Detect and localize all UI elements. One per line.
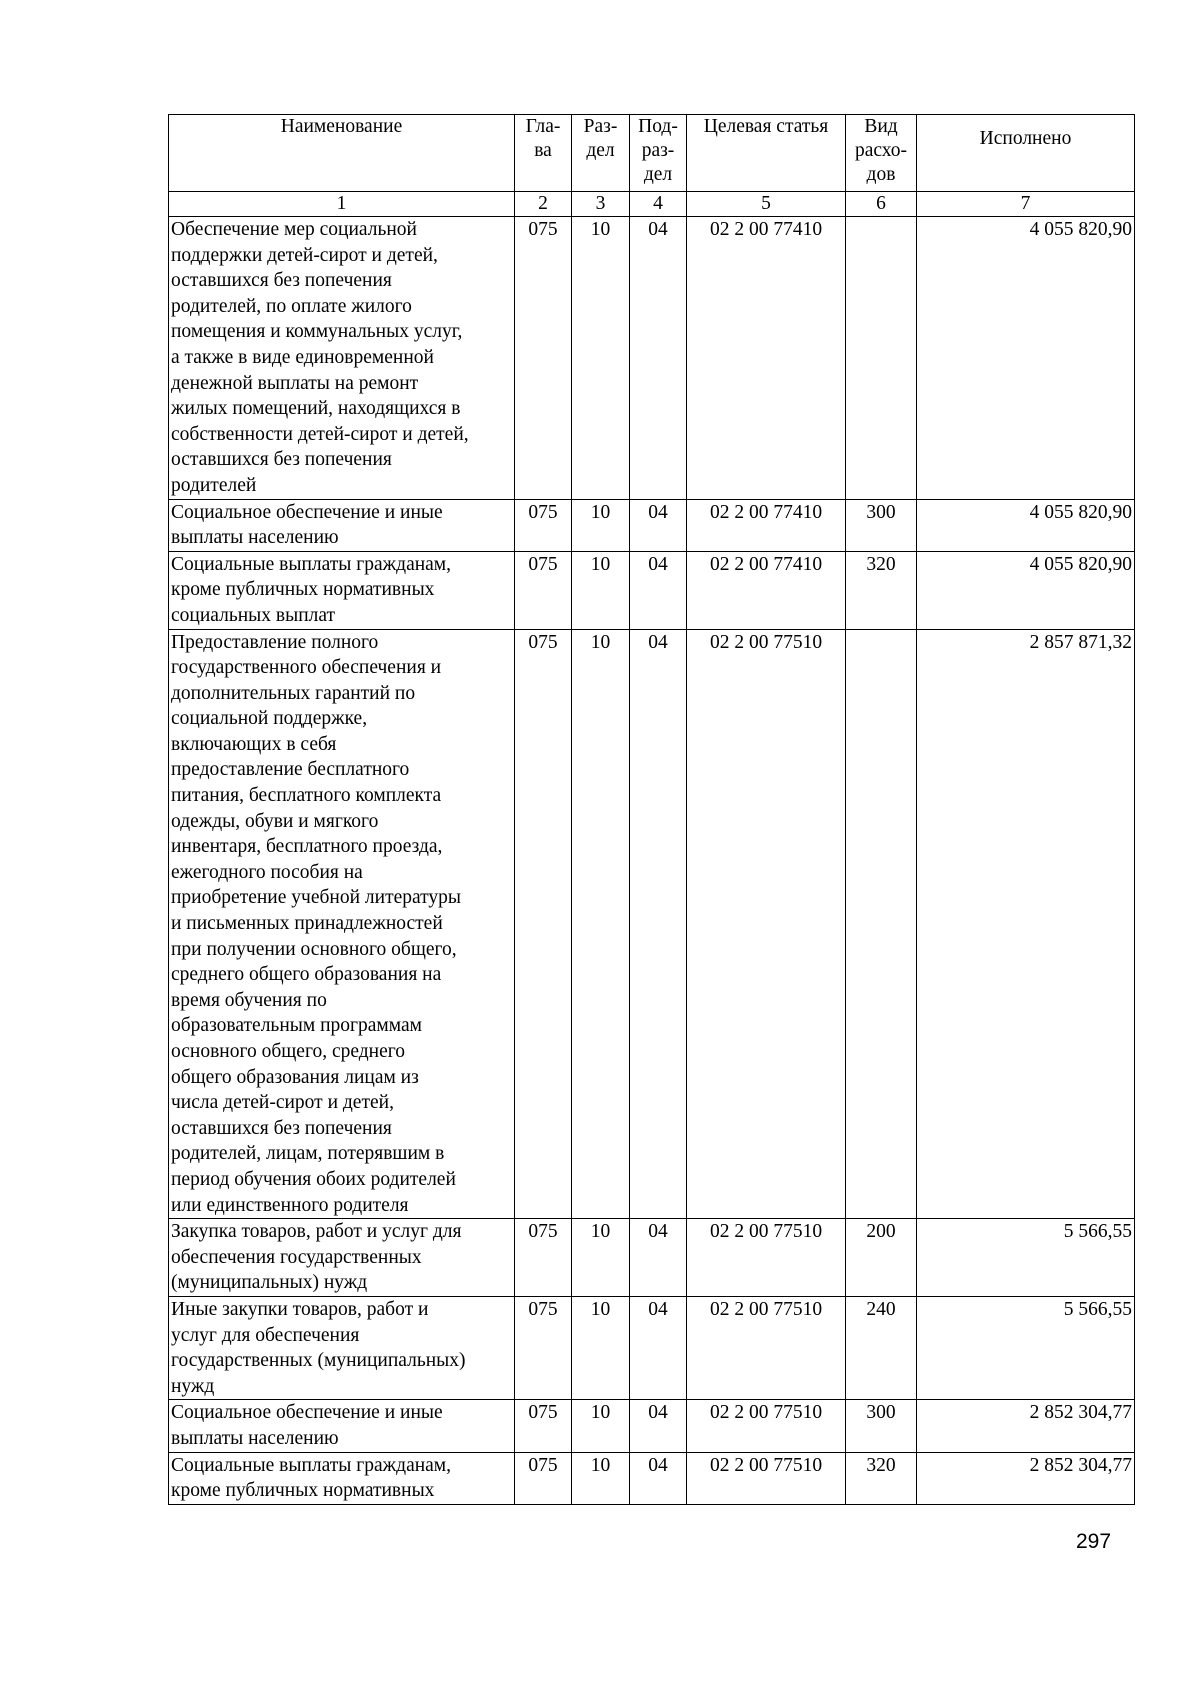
- header-vid-line: дов: [866, 164, 896, 185]
- row-name-line: нужд: [171, 1375, 215, 1397]
- row-done: 2 852 304,77: [917, 1452, 1135, 1504]
- row-name-line: Обеспечение мер социальной: [171, 219, 417, 240]
- row-name-line: социальных выплат: [171, 604, 336, 626]
- row-target: 02 2 00 77410: [687, 499, 846, 551]
- row-target: 02 2 00 77510: [687, 1219, 846, 1297]
- column-number: 4: [630, 192, 687, 217]
- header-podrazdel-line: раз-: [641, 140, 675, 161]
- row-name: [169, 629, 515, 1219]
- row-glava: 075: [515, 1400, 572, 1452]
- row-glava: 075: [515, 629, 572, 1219]
- row-name-line: или единственного родителя: [171, 1194, 409, 1216]
- row-name-line: Социальные выплаты гражданам,: [171, 1454, 452, 1476]
- row-done: 5 566,55: [917, 1219, 1135, 1297]
- row-podrazdel: 04: [630, 1452, 687, 1504]
- header-done: Исполнено: [917, 115, 1135, 192]
- row-name-line: Социальное обеспечение и иные: [171, 1402, 443, 1424]
- row-name-line: оставшихся без попечения: [171, 1117, 392, 1139]
- row-razdel: 10: [572, 1452, 630, 1504]
- row-target: 02 2 00 77510: [687, 1452, 846, 1504]
- row-razdel: 10: [572, 217, 630, 500]
- row-done: 4 055 820,90: [917, 499, 1135, 551]
- row-name-line: питания, бесплатного комплекта: [171, 785, 442, 807]
- column-number-row: [169, 192, 1135, 217]
- header-podrazdel-line: Под-: [638, 116, 678, 137]
- row-name-line: социальной поддержке,: [171, 708, 368, 730]
- row-name-line: ежегодного пособия на: [171, 861, 363, 883]
- row-name-line: выплаты населению: [171, 527, 339, 549]
- row-done: 5 566,55: [917, 1296, 1135, 1399]
- header-razdel: [572, 115, 630, 192]
- row-podrazdel: 04: [630, 629, 687, 1219]
- header-podrazdel: [630, 115, 687, 192]
- row-done: 4 055 820,90: [917, 217, 1135, 500]
- row-podrazdel: 04: [630, 1400, 687, 1452]
- header-razdel-line: Раз-: [583, 116, 618, 137]
- row-done: 2 857 871,32: [917, 629, 1135, 1219]
- row-razdel: 10: [572, 1219, 630, 1297]
- row-name-line: инвентаря, бесплатного проезда,: [171, 836, 443, 858]
- row-target: 02 2 00 77410: [687, 217, 846, 500]
- table-row: [169, 629, 1135, 1219]
- row-name-line: оставшихся без попечения: [171, 449, 392, 471]
- header-podrazdel-line: дел: [643, 164, 673, 185]
- table-row: [169, 1452, 1135, 1504]
- row-name: [169, 499, 515, 551]
- table-row: [169, 217, 1135, 500]
- row-name-line: родителей, лицам, потерявшим в: [171, 1143, 445, 1165]
- row-razdel: 10: [572, 499, 630, 551]
- header-target: Целевая статья: [687, 115, 846, 192]
- row-name-line: время обучения по: [171, 989, 327, 1011]
- row-name-line: услуг для обеспечения: [171, 1324, 360, 1346]
- row-name-line: выплаты населению: [171, 1427, 339, 1449]
- column-number: 3: [572, 192, 630, 217]
- row-podrazdel: 04: [630, 551, 687, 629]
- row-name-line: помещения и коммунальных услуг,: [171, 321, 463, 343]
- row-done: 2 852 304,77: [917, 1400, 1135, 1452]
- row-name-line: родителей, по оплате жилого: [171, 295, 412, 317]
- row-name-line: родителей: [171, 474, 257, 496]
- row-done: 4 055 820,90: [917, 551, 1135, 629]
- column-number: 7: [917, 192, 1135, 217]
- row-glava: 075: [515, 1219, 572, 1297]
- row-vid: [846, 217, 917, 500]
- row-name: [169, 1400, 515, 1452]
- row-glava: 075: [515, 551, 572, 629]
- row-vid: 240: [846, 1296, 917, 1399]
- header-name: Наименование: [169, 115, 515, 192]
- row-name: [169, 217, 515, 500]
- row-target: 02 2 00 77510: [687, 1296, 846, 1399]
- row-razdel: 10: [572, 551, 630, 629]
- row-name: [169, 551, 515, 629]
- row-target: 02 2 00 77410: [687, 551, 846, 629]
- row-name-line: Иные закупки товаров, работ и: [171, 1298, 429, 1320]
- table-row: [169, 1219, 1135, 1297]
- header-vid-line: расхо-: [854, 140, 908, 161]
- row-name: [169, 1219, 515, 1297]
- row-vid: 300: [846, 499, 917, 551]
- row-name-line: Закупка товаров, работ и услуг для: [171, 1221, 462, 1243]
- row-name-line: государственного обеспечения и: [171, 657, 442, 679]
- table-row: [169, 499, 1135, 551]
- budget-table: [168, 114, 1135, 1505]
- header-glava: [515, 115, 572, 192]
- row-name-line: период обучения обоих родителей: [171, 1168, 456, 1190]
- row-name-line: Социальное обеспечение и иные: [171, 501, 443, 523]
- table-body: [169, 217, 1135, 1505]
- row-name-line: (муниципальных) нужд: [171, 1272, 368, 1294]
- row-name: [169, 1452, 515, 1504]
- row-podrazdel: 04: [630, 1219, 687, 1297]
- row-razdel: 10: [572, 1296, 630, 1399]
- header-row: [169, 115, 1135, 192]
- row-glava: 075: [515, 1296, 572, 1399]
- column-number: 1: [169, 192, 515, 217]
- column-number: 6: [846, 192, 917, 217]
- row-name-line: Предоставление полного: [171, 631, 379, 653]
- header-vid-line: Вид: [864, 116, 898, 137]
- row-target: 02 2 00 77510: [687, 1400, 846, 1452]
- row-name: [169, 1296, 515, 1399]
- row-name-line: жилых помещений, находящихся в: [171, 398, 461, 420]
- row-glava: 075: [515, 1452, 572, 1504]
- row-name-line: государственных (муниципальных): [171, 1350, 466, 1372]
- row-name-line: приобретение учебной литературы: [171, 887, 462, 909]
- row-name-line: Социальные выплаты гражданам,: [171, 553, 452, 575]
- row-target: 02 2 00 77510: [687, 629, 846, 1219]
- row-podrazdel: 04: [630, 217, 687, 500]
- row-name-line: кроме публичных нормативных: [171, 579, 435, 601]
- row-name-line: включающих в себя: [171, 733, 337, 755]
- row-name-line: поддержки детей-сирот и детей,: [171, 244, 438, 266]
- row-vid: 200: [846, 1219, 917, 1297]
- table-row: [169, 1400, 1135, 1452]
- row-name-line: среднего общего образования на: [171, 964, 442, 986]
- row-vid: 300: [846, 1400, 917, 1452]
- row-name-line: и письменных принадлежностей: [171, 913, 443, 935]
- row-name-line: основного общего, среднего: [171, 1041, 406, 1062]
- row-glava: 075: [515, 499, 572, 551]
- row-razdel: 10: [572, 629, 630, 1219]
- header-vid: [846, 115, 917, 192]
- row-name-line: числа детей-сирот и детей,: [171, 1092, 394, 1114]
- row-podrazdel: 04: [630, 499, 687, 551]
- page-number: 297: [1076, 1530, 1112, 1553]
- row-name-line: образовательным программам: [171, 1015, 422, 1037]
- table-row: [169, 1296, 1135, 1399]
- column-number: 5: [687, 192, 846, 217]
- table-row: [169, 551, 1135, 629]
- row-name-line: общего образования лицам из: [171, 1066, 419, 1088]
- header-glava-line: ва: [534, 140, 552, 161]
- header-razdel-line: дел: [586, 140, 615, 161]
- row-name-line: дополнительных гарантий по: [171, 682, 416, 704]
- column-number: 2: [515, 192, 572, 217]
- row-vid: 320: [846, 1452, 917, 1504]
- row-vid: 320: [846, 551, 917, 629]
- header-glava-line: Гла-: [525, 116, 561, 137]
- row-name-line: а также в виде единовременной: [171, 346, 434, 368]
- row-name-line: одежды, обуви и мягкого: [171, 810, 379, 832]
- row-name-line: обеспечения государственных: [171, 1246, 422, 1268]
- row-glava: 075: [515, 217, 572, 500]
- row-vid: [846, 629, 917, 1219]
- row-name-line: кроме публичных нормативных: [171, 1480, 435, 1502]
- row-name-line: оставшихся без попечения: [171, 270, 392, 292]
- row-name-line: при получении основного общего,: [171, 938, 457, 960]
- row-name-line: денежной выплаты на ремонт: [171, 372, 419, 394]
- row-razdel: 10: [572, 1400, 630, 1452]
- row-podrazdel: 04: [630, 1296, 687, 1399]
- row-name-line: предоставление бесплатного: [171, 759, 410, 781]
- row-name-line: собственности детей-сирот и детей,: [171, 423, 469, 445]
